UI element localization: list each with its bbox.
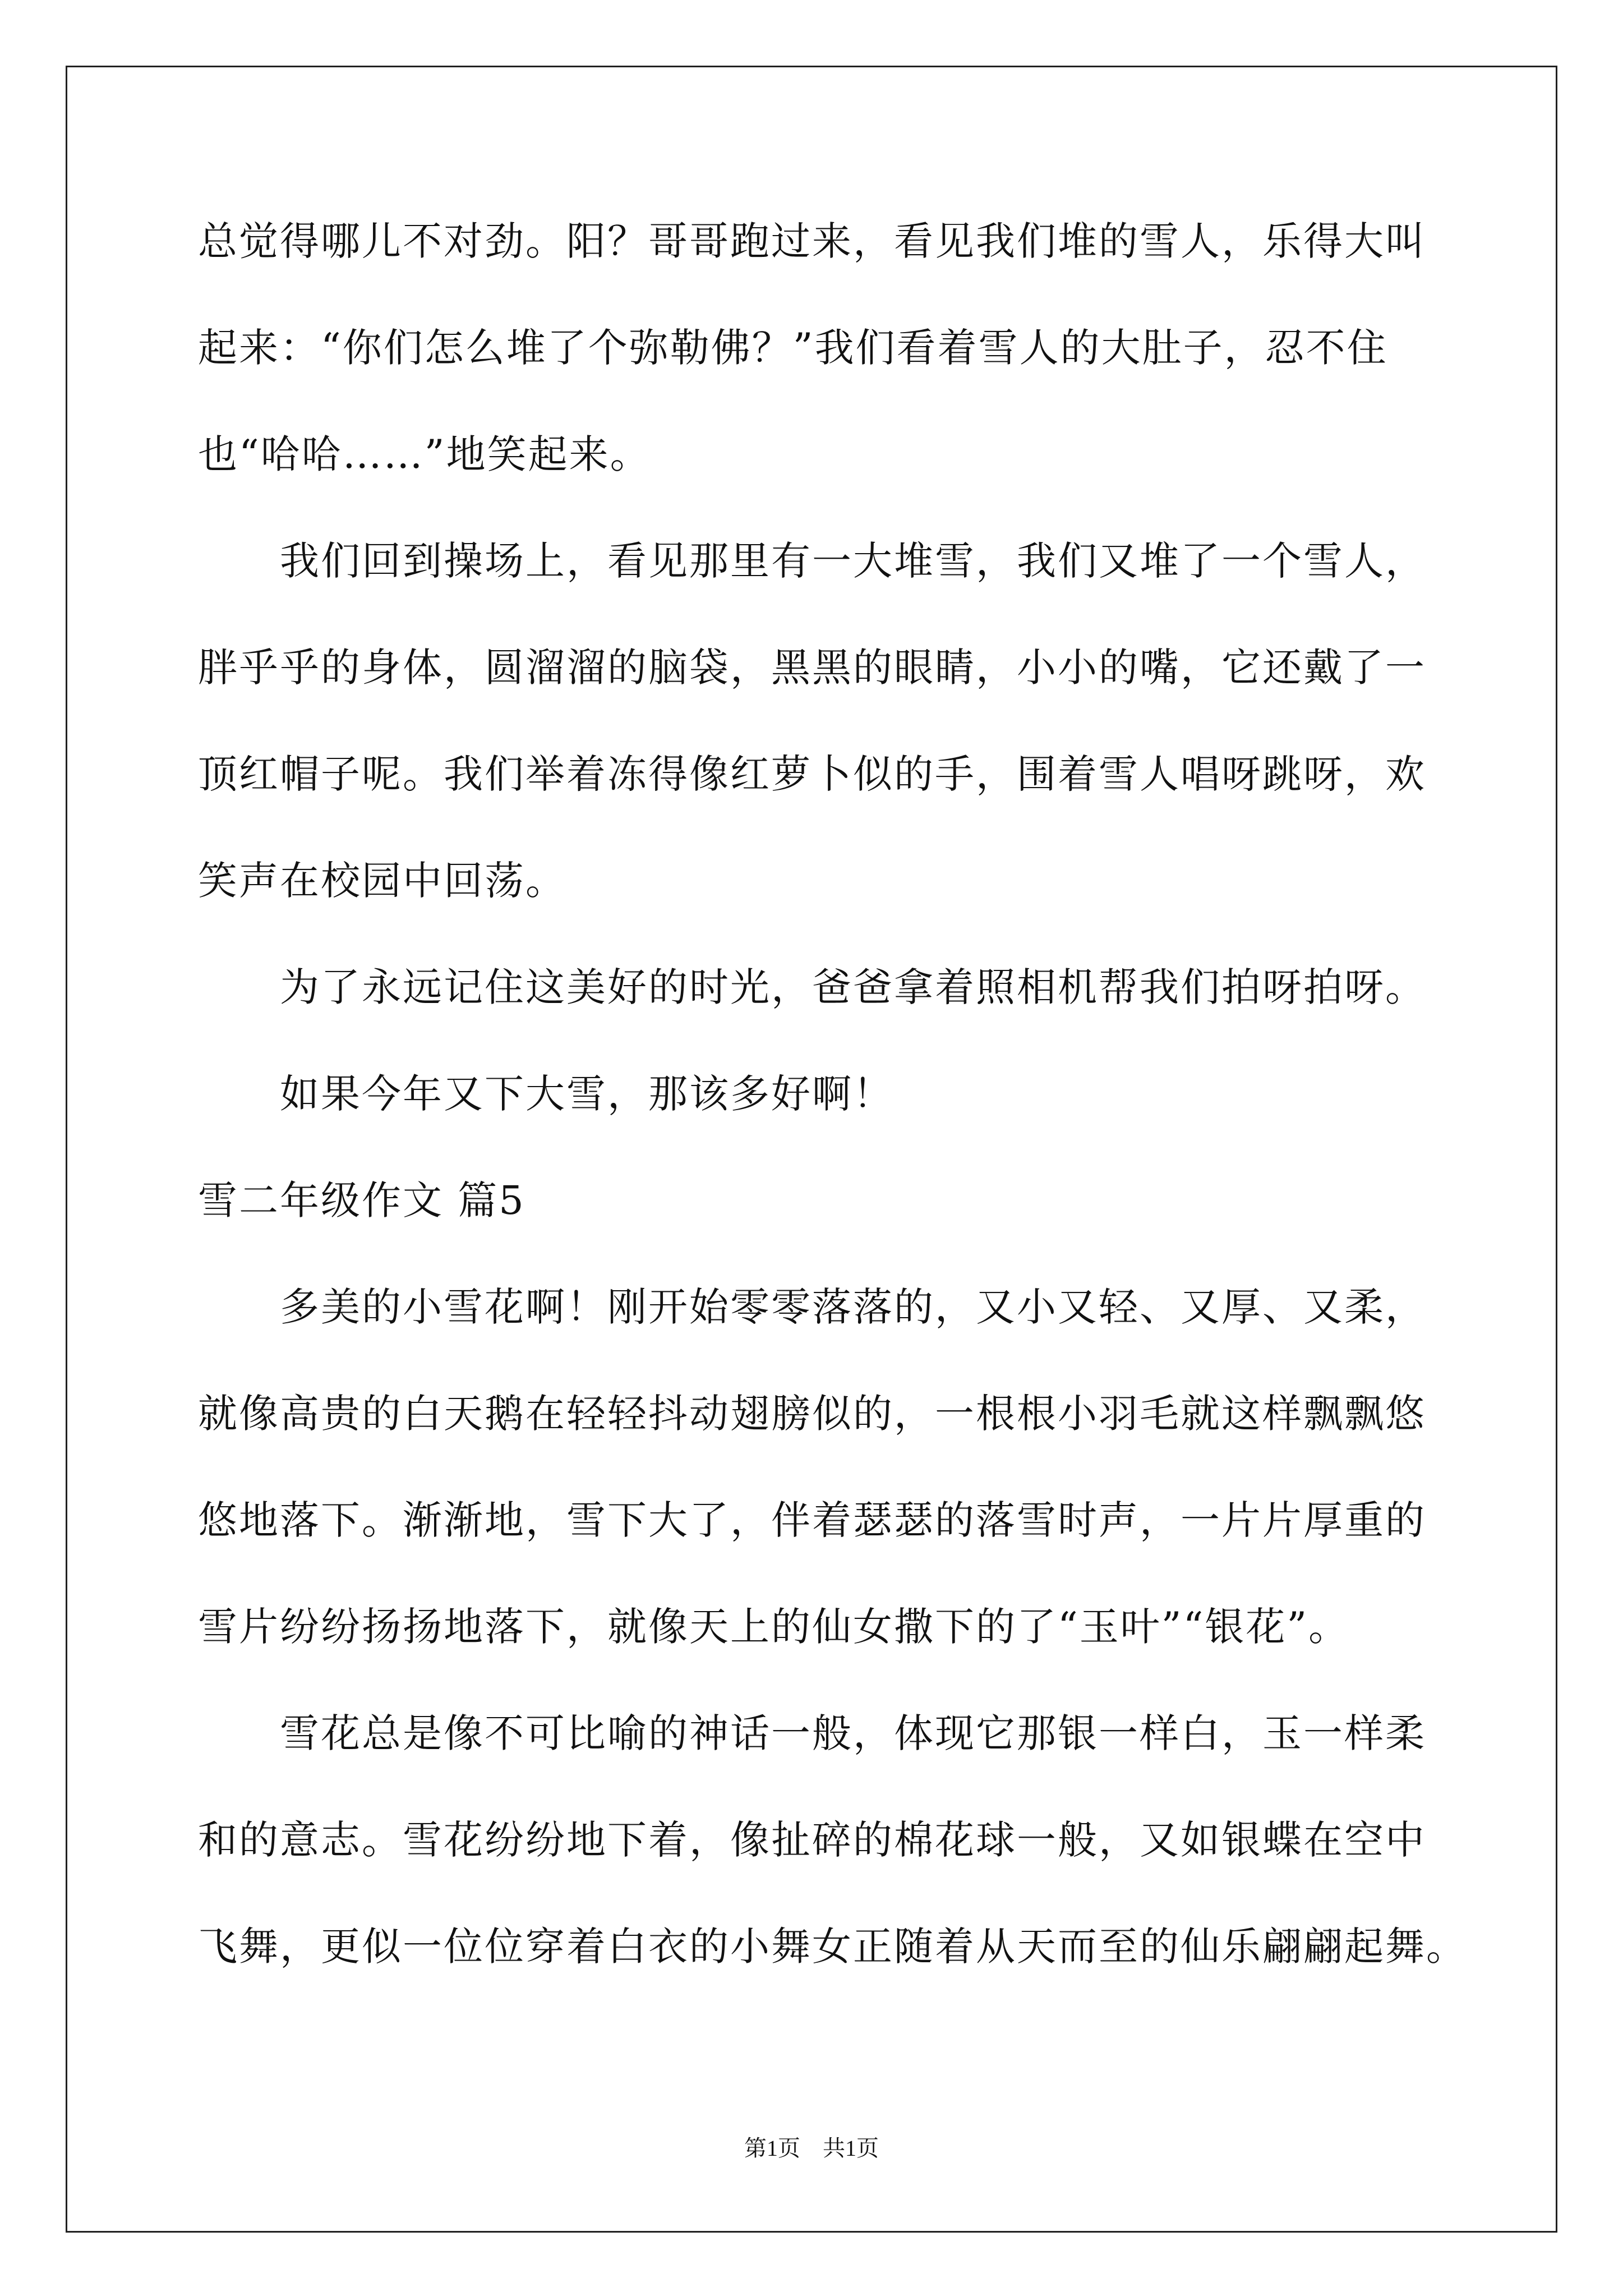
paragraph-start: 多美的小雪花啊！刚开始零零落落的，又小又轻、又厚、又柔，	[280, 1284, 1426, 1330]
text-line: 飞舞，更似一位位穿着白衣的小舞女正随着从天而至的仙乐翩翩起舞。	[198, 1924, 1467, 1970]
page-total: 共1页	[823, 2136, 879, 2161]
text-line: 顶红帽子呢。我们举着冻得像红萝卜似的手，围着雪人唱呀跳呀，欢	[198, 751, 1426, 797]
text-line: 雪片纷纷扬扬地落下，就像天上的仙女撒下的了“玉叶”“银花”。	[198, 1604, 1350, 1650]
paragraph-start: 雪花总是像不可比喻的神话一般，体现它那银一样白，玉一样柔	[280, 1710, 1426, 1756]
page-footer	[0, 2134, 1623, 2162]
paragraph-start: 为了永远记住这美好的时光，爸爸拿着照相机帮我们拍呀拍呀。	[280, 964, 1426, 1010]
section-heading: 雪二年级作文 篇5	[198, 1177, 525, 1223]
paragraph-start: 我们回到操场上，看见那里有一大堆雪，我们又堆了一个雪人，	[280, 538, 1426, 584]
text-line: 起来：“你们怎么堆了个弥勒佛？”我们看着雪人的大肚子，忍不住	[198, 325, 1388, 371]
text-line: 也“哈哈……”地笑起来。	[198, 431, 651, 477]
text-line: 悠地落下。渐渐地，雪下大了，伴着瑟瑟的落雪时声，一片片厚重的	[198, 1497, 1426, 1543]
page-border	[66, 66, 1557, 2233]
text-line: 和的意志。雪花纷纷地下着，像扯碎的棉花球一般，又如银蝶在空中	[198, 1817, 1426, 1863]
text-line: 总觉得哪儿不对劲。阳？哥哥跑过来，看见我们堆的雪人，乐得大叫	[198, 218, 1426, 264]
page-number: 第1页	[744, 2136, 800, 2161]
paragraph-start: 如果今年又下大雪，那该多好啊！	[280, 1071, 894, 1117]
text-line: 就像高贵的白天鹅在轻轻抖动翅膀似的，一根根小羽毛就这样飘飘悠	[198, 1391, 1426, 1437]
text-line: 笑声在校园中回荡。	[198, 858, 566, 904]
text-line: 胖乎乎的身体，圆溜溜的脑袋，黑黑的眼睛，小小的嘴，它还戴了一	[198, 645, 1426, 691]
